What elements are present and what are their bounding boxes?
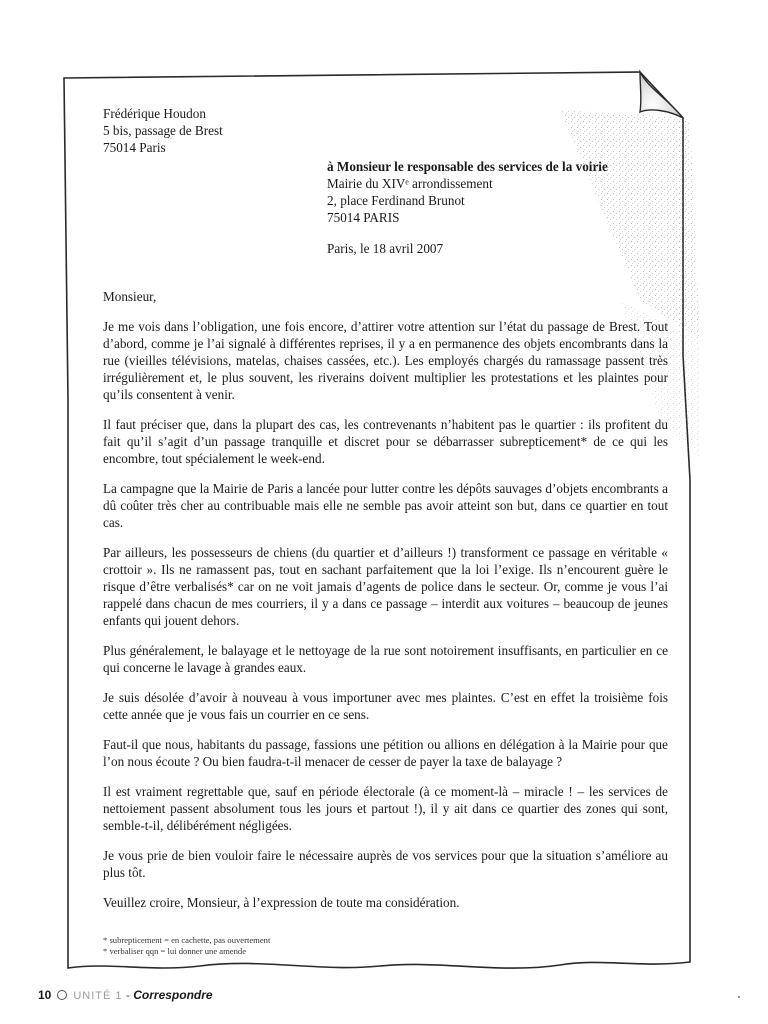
recipient-line-3: 2, place Ferdinand Brunot bbox=[327, 193, 465, 208]
paragraph-6: Je suis désolée d’avoir à nouveau à vous importuner avec mes plaintes. C’est en effet la troisième fois cette année que je vous fais un courrier en ce sens. bbox=[103, 690, 668, 722]
scan-speck bbox=[738, 996, 740, 998]
section-title: Correspondre bbox=[133, 988, 213, 1002]
footer-separator: - bbox=[125, 988, 130, 1002]
paragraph-8: Il est vraiment regrettable que, sauf en période électorale (à ce moment-là – miracle ! – les services de nettoiement passent absolument tous les jours et partout !), il y ait dans ce quartier des zones qui sont, semble-t-il, délibérément négligées. bbox=[103, 784, 668, 833]
circle-bullet-icon bbox=[57, 990, 67, 1000]
paragraph-7: Faut-il que nous, habitants du passage, fassions une pétition ou allions en délégation à la Mairie pour que l’on nous écoute ? Ou bien faudra-t-il menacer de cesser de payer la taxe de balayage ? bbox=[103, 737, 668, 769]
paragraph-9: Je vous prie de bien vouloir faire le nécessaire auprès de vos services pour que la situation s’améliore au plus tôt. bbox=[103, 848, 668, 880]
paragraph-4: Par ailleurs, les possesseurs de chiens (du quartier et d’ailleurs !) transforment ce passage en véritable « crottoir ». Ils ne ramassent pas, tout en sachant parfaitement que la loi l’exige. Ils n’encourent guère le risque d’être verbalisés* car on ne voit jamais d’agents de police dans le secteur. Or, comme je vous l’ai rappelé dans chacun de mes courriers, il y a dans ce passage – interdit aux voitures – beaucoup de jeunes enfants qui jouent dehors. bbox=[103, 545, 668, 628]
sender-street: 5 bis, passage de Brest bbox=[103, 123, 223, 138]
page-footer bbox=[38, 988, 213, 1002]
closing-formula: Veuillez croire, Monsieur, à l’expression de toute ma considération. bbox=[103, 895, 460, 910]
sender-name: Frédérique Houdon bbox=[103, 106, 206, 121]
footnote-verbaliser: * verbaliser qqn = lui donner une amende bbox=[103, 946, 247, 956]
recipient-line-4: 75014 PARIS bbox=[327, 210, 400, 225]
sender-city: 75014 Paris bbox=[103, 140, 166, 155]
salutation: Monsieur, bbox=[103, 289, 157, 304]
recipient-title: à Monsieur le responsable des services de la voirie bbox=[327, 159, 608, 174]
paragraph-2: Il faut préciser que, dans la plupart des cas, les contrevenants n’habitent pas le quartier : ils profitent du fait qu’il s’agit d’un passage tranquille et discret pour se débarrasser subrepticement* de ce qui les encombre, tout spécialement le week-end. bbox=[103, 417, 668, 466]
recipient-line-2: Mairie du XIVᵉ arrondissement bbox=[327, 176, 493, 191]
paragraph-5: Plus généralement, le balayage et le nettoyage de la rue sont notoirement insuffisants, en particulier en ce qui concerne le lavage à grandes eaux. bbox=[103, 643, 668, 675]
footnote-subrepticement: * subrepticement = en cachette, pas ouvertement bbox=[103, 935, 271, 945]
paragraph-1: Je me vois dans l’obligation, une fois encore, d’attirer votre attention sur l’état du passage de Brest. Tout d’abord, comme je l’ai signalé à différentes reprises, il y a en permanence des objets encombrants dans la rue (vieilles télévisions, matelas, chaises cassées, etc.). Les employés chargés du ramassage passent très irrégulièrement et, le plus souvent, les riverains doivent multiplier les protestations et les plaintes pour qu’ils consentent à venir. bbox=[103, 319, 668, 402]
unit-label: UNITÉ 1 bbox=[73, 990, 123, 1002]
page-number: 10 bbox=[38, 988, 52, 1002]
letter-body bbox=[103, 105, 668, 957]
recipient-address bbox=[327, 158, 668, 226]
sender-address bbox=[103, 105, 668, 156]
letter-date: Paris, le 18 avril 2007 bbox=[327, 241, 444, 256]
footnotes bbox=[103, 935, 668, 957]
paragraph-3: La campagne que la Mairie de Paris a lancée pour lutter contre les dépôts sauvages d’objets encombrants a dû coûter très cher au contribuable mais elle ne semble pas avoir atteint son but, dans ce quartier en tout cas. bbox=[103, 481, 668, 530]
